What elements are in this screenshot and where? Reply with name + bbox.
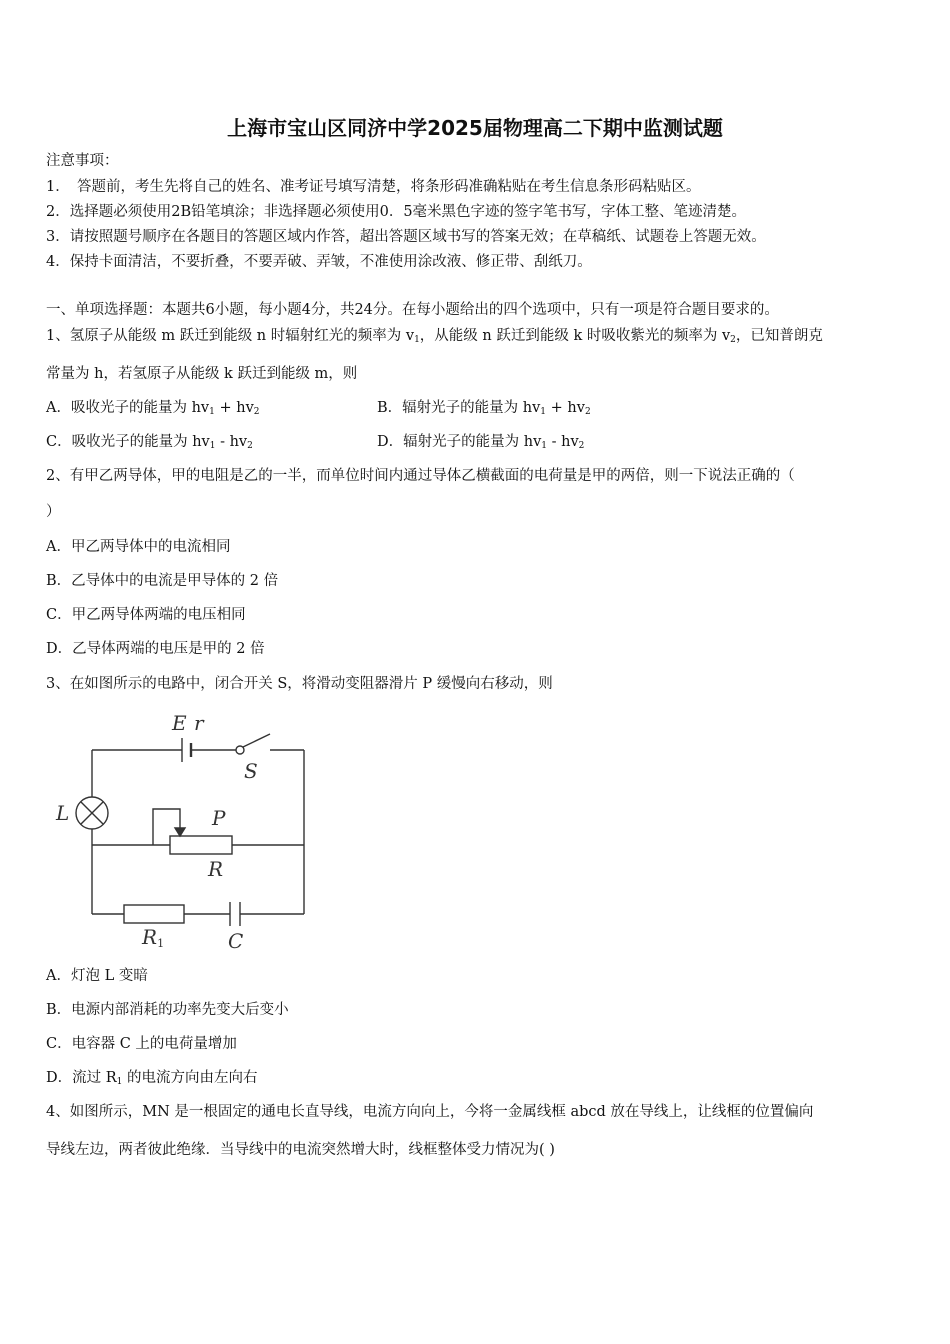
q1-stem-line2: 常量为 h，若氢原子从能级 k 跃迁到能级 m，则: [46, 366, 358, 382]
notice-item-2: 2．选择题必须使用2B铅笔填涂；非选择题必须使用0．5毫米黑色字迹的签字笔书写，字体工整、笔迹清楚。: [46, 204, 747, 220]
q2-stem-line1: 2、有甲乙两导体，甲的电阻是乙的一半，而单位时间内通过导体乙横截面的电荷量是甲的两倍，则一下说法正确的（: [46, 468, 795, 484]
notice-item-3: 3．请按照题号顺序在各题目的答题区域内作答，超出答题区域书写的答案无效；在草稿纸、试题卷上答题无效。: [46, 229, 766, 245]
q1-option-c[interactable]: C．吸收光子的能量为 $hv_1 - hv_2$: [46, 434, 253, 451]
circuit-diagram: [46, 706, 326, 956]
q1-stem-line1: 1、氢原子从能级 m 跃迁到能级 n 时辐射红光的频率为 $v_1$，从能级 n 跃迁到能级 k 时吸收紫光的频率为 $v_2$，已知普朗克: [46, 328, 823, 345]
q2-option-c[interactable]: C．甲乙两导体两端的电压相同: [46, 607, 246, 623]
q1-option-b[interactable]: B．辐射光子的能量为 $hv_1 + hv_2$: [377, 400, 591, 417]
rheostat-body: [170, 836, 232, 854]
label-rheostat-r: R: [208, 857, 224, 881]
label-l: L: [56, 801, 70, 825]
q3-option-c[interactable]: C．电容器 C 上的电荷量增加: [46, 1036, 237, 1052]
switch-blade: [243, 734, 270, 747]
q2-option-d[interactable]: D．乙导体两端的电压是甲的 2 倍: [46, 641, 265, 657]
q4-stem-line1: 4、如图所示，MN 是一根固定的通电长直导线，电流方向向上，今将一金属线框 abcd 放在导线上，让线框的位置偏向: [46, 1104, 814, 1120]
label-s: S: [244, 759, 258, 783]
label-r: r: [194, 711, 204, 735]
slider-arrow: [175, 828, 185, 836]
q2-option-b[interactable]: B．乙导体中的电流是甲导体的 2 倍: [46, 573, 279, 589]
q3-option-d[interactable]: D．流过 $R_1$ 的电流方向由左向右: [46, 1070, 258, 1087]
q3-option-a[interactable]: A．灯泡 L 变暗: [46, 968, 148, 984]
q3-stem: 3、在如图所示的电路中，闭合开关 S，将滑动变阻器滑片 P 缓慢向右移动，则: [46, 676, 553, 692]
notice-heading: 注意事项：: [46, 153, 119, 169]
label-e: E: [172, 711, 187, 735]
section-heading: 一、单项选择题：本题共6小题，每小题4分，共24分。在每小题给出的四个选项中，只有一项是符合题目要求的。: [46, 302, 779, 318]
notice-item-4: 4．保持卡面清洁，不要折叠，不要弄破、弄皱，不准使用涂改液、修正带、刮纸刀。: [46, 254, 592, 270]
page-title: 上海市宝山区同济中学2025届物理高二下期中监测试题: [227, 116, 723, 140]
q1-option-d[interactable]: D．辐射光子的能量为 $hv_1 - hv_2$: [377, 434, 585, 451]
label-p: P: [212, 806, 226, 830]
q1-option-a[interactable]: A．吸收光子的能量为 $hv_1 + hv_2$: [46, 400, 260, 417]
label-c: C: [228, 929, 244, 953]
notice-item-1: 1． 答题前，考生先将自己的姓名、准考证号填写清楚，将条形码准确粘贴在考生信息条形码粘贴区。: [46, 179, 701, 195]
q4-stem-line2: 导线左边，两者彼此绝缘．当导线中的电流突然增大时，线框整体受力情况为( ): [46, 1142, 555, 1158]
resistor-r1: [124, 905, 184, 923]
switch-pivot: [236, 746, 244, 754]
q3-option-b[interactable]: B．电源内部消耗的功率先变大后变小: [46, 1002, 289, 1018]
q2-stem-line2: ）: [46, 504, 61, 520]
q2-option-a[interactable]: A．甲乙两导体中的电流相同: [46, 539, 231, 555]
label-r1: R1: [142, 925, 165, 950]
